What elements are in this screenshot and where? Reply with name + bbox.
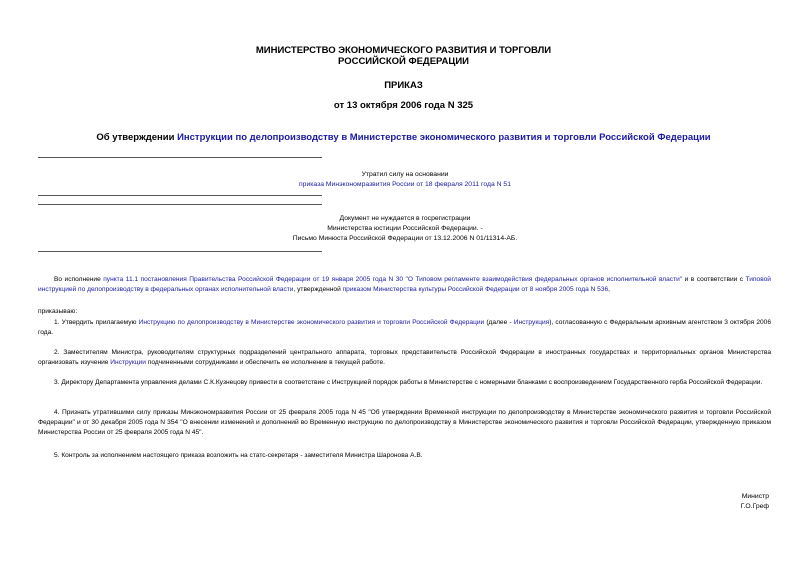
- signer-position: Министр: [741, 493, 769, 500]
- registration-note-line-2: Министерства юстиции Российской Федерации. -: [327, 225, 483, 232]
- government-decree-link[interactable]: пункта 11.1 постановления Правительства Российской Федерации от 19 января 2005 года N 30 "О Типовом регламенте взаимодействия федеральных органов исполнительной власти": [103, 276, 683, 283]
- divider: [38, 157, 322, 158]
- item-text: 2. Заместителям Министра, руководителям структурных подразделений центрального аппарата, торговых представительств Российской Федерации в иностранных государствах и территориальных органов Министерства организовать изучение: [38, 349, 771, 366]
- item-1: [38, 318, 771, 338]
- divider: [38, 195, 322, 196]
- repeal-note-text: Утратил силу на основании: [361, 171, 449, 178]
- ministry-name: [0, 45, 807, 67]
- item-text: 4. Признать утратившими силу приказы Минэкономразвития России от 25 февраля 2005 года N 45 "Об утверждении Временной инструкции по делопроизводству в Министерстве экономического развития и торговли Российской Федерации" и от 30 декабря 2005 года N 354 "О внесении изменений и дополнений во Временную инструкцию по делопроизводству в Министерстве экономического развития и торговли Российской Федерации, утвержденную приказом Министерства России от 25 февраля 2005 года N 45".: [38, 409, 771, 436]
- instruction-ref-link[interactable]: Инструкции: [110, 359, 146, 366]
- registration-note: [250, 214, 560, 244]
- divider: [38, 251, 322, 252]
- item-text: 1. Утвердить прилагаемую: [54, 319, 139, 326]
- ministry-line-2: РОССИЙСКОЙ ФЕДЕРАЦИИ: [337, 56, 469, 67]
- registration-note-line-3: Письмо Минюста Российской Федерации от 13.12.2006 N 01/11314-АБ.: [292, 235, 518, 242]
- item-text: 3. Директору Департамента управления делами С.К.Кузнецову привести в соответствие с Инструкцией порядок работы в Министерстве с номерными бланками с воспроизведением Государственного герба Российской Федерации.: [54, 379, 763, 386]
- item-text: подчиненными сотрудниками и обеспечить ее исполнение в текущей работе.: [145, 359, 385, 366]
- document-date: от 13 октября 2006 года N 325: [333, 100, 474, 111]
- item-text: ), согласованную с Федеральным архивным агентством 3 октября 2006 года.: [38, 319, 772, 336]
- culture-ministry-order-link[interactable]: приказом Министерства культуры Российской Федерации от 8 ноября 2005 года N 536: [342, 286, 609, 293]
- registration-note-line-1: Документ не нуждается в госрегистрации: [339, 215, 471, 222]
- preamble-text: и в соответствии с: [682, 276, 746, 283]
- title-prefix: Об утверждении: [96, 132, 178, 143]
- order-word: приказываю:: [38, 308, 78, 315]
- item-5: [38, 451, 771, 461]
- signer-name: Г.О.Греф: [740, 503, 769, 510]
- repeal-order-link[interactable]: приказа Минэкономразвития России от 18 февраля 2011 года N 51: [299, 181, 511, 188]
- item-4: [38, 408, 771, 438]
- item-text: 5. Контроль за исполнением настоящего приказа возложить на статс-секретаря - заместителя Министра Шаронова А.В.: [54, 452, 423, 459]
- instruction-link[interactable]: Инструкцию по делопроизводству в Министерстве экономического развития и торговли Российской Федерации: [138, 319, 485, 326]
- preamble-text: , утвержденной: [293, 286, 343, 293]
- instruction-short-link[interactable]: Инструкция: [513, 319, 550, 326]
- item-text: (далее -: [484, 319, 514, 326]
- repeal-note: [250, 170, 560, 190]
- preamble-paragraph: [38, 275, 771, 295]
- divider: [38, 204, 322, 205]
- ministry-line-1: МИНИСТЕРСТВО ЭКОНОМИЧЕСКОГО РАЗВИТИЯ И ТОРГОВЛИ: [255, 45, 552, 56]
- typical-instruction-link[interactable]: Типовой инструкцией по делопроизводству в федеральных органах исполнительной власти: [38, 276, 771, 293]
- document-type: ПРИКАЗ: [384, 80, 423, 91]
- preamble-text: Во исполнение: [54, 276, 104, 283]
- signature-block: [741, 492, 769, 512]
- item-2: [38, 348, 771, 368]
- title-link[interactable]: Инструкции по делопроизводству в Министерстве экономического развития и торговли Российской Федерации: [177, 132, 711, 143]
- preamble-text: ,: [608, 286, 611, 293]
- document-title: [0, 132, 807, 143]
- item-3: [38, 378, 771, 388]
